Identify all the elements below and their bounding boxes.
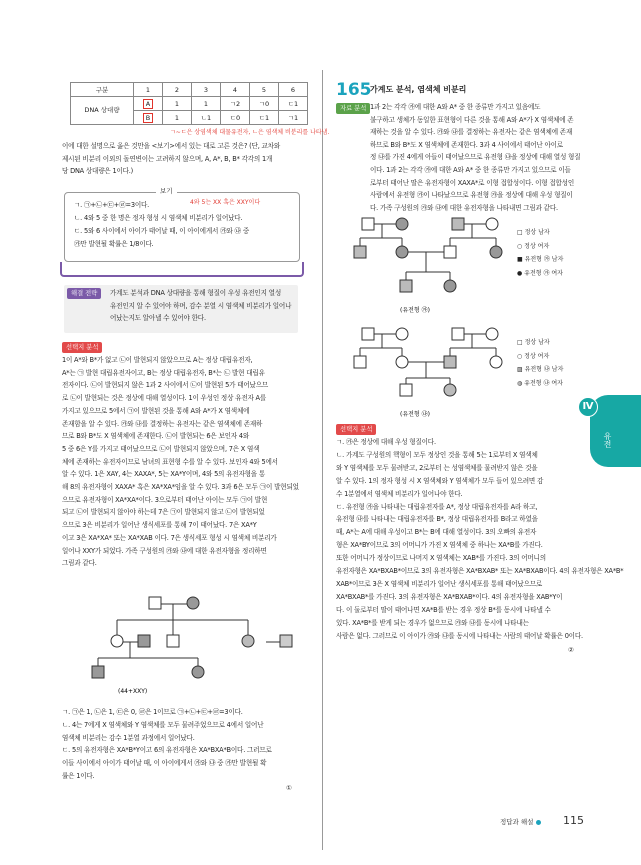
table-header-cell: 4 xyxy=(221,83,250,97)
table-header-cell: 1 xyxy=(134,83,163,97)
legend-item: □ 정상 남자 xyxy=(517,339,550,346)
table-header-cell: 3 xyxy=(192,83,221,97)
solution-line: 으므로 3은 비분리가 일어난 생식세포를 통해 7이 태어났다. 7은 XA*Y xyxy=(62,521,257,530)
pedigree-female xyxy=(192,666,204,678)
pedigree-female xyxy=(444,280,456,292)
chapter-label: 유전 xyxy=(603,432,612,448)
pedigree-male xyxy=(362,328,374,340)
gene-a-cell xyxy=(134,97,163,111)
intro-line: 1과 2는 각각 ㉮에 대한 A와 A* 중 한 종류만 가지고 있음에도 xyxy=(370,103,541,111)
legend-item: ○ 정상 여자 xyxy=(517,352,550,360)
table-cell: ㄷ0 xyxy=(221,111,250,125)
answer-mark: ① xyxy=(286,784,292,792)
solution-line: 므로 B와 B*도 X 염색체에 존재한다. ㉡이 발현되는 6은 보인자 4와 xyxy=(62,432,250,441)
left-pedigree xyxy=(80,590,300,698)
table-header-cell: 구분 xyxy=(71,83,134,97)
problem-title: 가계도 분석, 염색체 비분리 xyxy=(370,85,467,94)
pedigree-female xyxy=(396,328,408,340)
legend-item: ○ 정상 여자 xyxy=(517,242,550,250)
solution-line: ㄴ. 가계도 구성원의 핵형이 모두 정상인 것을 통해 5는 1로부터 X 염색체 xyxy=(336,450,538,459)
intro-text xyxy=(336,101,580,214)
pedigree-female xyxy=(187,597,199,609)
pedigree-male xyxy=(138,635,150,647)
intro-line: 사람에서 유전형 ㉮이 나타났으므로 유전형 ㉮을 정상에 대해 우성 형질이 xyxy=(370,191,573,200)
bogi-list xyxy=(74,199,249,251)
solution-line: 전자이다. ㉡이 발현되지 않은 1과 2 사이에서 ㉡이 발현된 5가 태어났으므 xyxy=(62,381,269,390)
page-number: 115 xyxy=(563,814,584,827)
table-cell: 1 xyxy=(163,111,192,125)
gene-b-cell xyxy=(134,111,163,125)
section-separator xyxy=(60,262,304,277)
solution-text-right xyxy=(336,436,623,643)
bogi-annotation: 4와 5는 XX 혹은 XXY이다 xyxy=(190,199,261,206)
intro-line: 재하는 것을 알 수 있다. ㉮와 ㉯를 결정하는 유전자는 같은 염색체에 존재 xyxy=(370,128,573,137)
data-tag: 자료 분석 xyxy=(336,103,370,114)
question-line: 당 DNA 상대량은 1이다.) xyxy=(62,167,134,176)
solution-line: 알 수 있다. 1은 XAY, 4는 XAXA*, 5는 XA*Y이며, 4와 5의 유전자형을 통 xyxy=(62,470,266,479)
solution-line: 때, A*는 A에 대해 우성이고 B*는 B에 대해 열성이다. 3의 오빠의 유전자 xyxy=(336,528,537,537)
answer-line: 염색체 비분리는 감수 1분열 과정에서 일어났다. xyxy=(62,733,195,742)
table-cell: ㄷ1 xyxy=(250,111,279,125)
pedigree-male xyxy=(92,666,104,678)
question-line: 제시된 비분리 이외의 돌연변이는 고려하지 않으며, A, A*, B, B* 각각의 1개 xyxy=(62,154,273,163)
intro-line: 불구하고 생체가 동일한 표현형이 다른 것을 통해 A와 A*가 X 염색체에 존 xyxy=(370,115,574,124)
solution-line: 이고 3은 XA*XA* 또는 XA*XAB 이다. 7은 생식세포 형성 시 염색체 비분리가 xyxy=(62,533,277,542)
solution-line: 알 수 있다. 1의 정자 형성 시 X 염색체와 Y 염색체가 모두 들어 있으려면 감 xyxy=(336,476,544,485)
pedigree-male xyxy=(354,246,366,258)
solution-line: ㄷ. 유전형 ㉮을 나타내는 대립유전자를 A*, 정상 대립유전자를 A라 하고, xyxy=(336,502,538,511)
intro-line: 로부터 태어난 딸은 유전자형이 XAXA*로 이형 접합성이다. 이형 접합성인 xyxy=(370,178,574,187)
hint-line: 어났는지도 알아낼 수 있어야 한다. xyxy=(110,314,206,322)
hint-text xyxy=(110,287,291,325)
answer-line: 이들 사이에서 아이가 태어날 때, 이 아이에게서 ㉮와 ㉯ 중 ㉮만 발현될 확 xyxy=(62,759,267,768)
hint-line: 가계도 분석과 DNA 상대량을 통해 형질이 우성 유전인지 열성 xyxy=(110,289,281,297)
legend-item: □ 정상 남자 xyxy=(517,229,550,236)
table-header-cell: 2 xyxy=(163,83,192,97)
pedigree-male xyxy=(280,635,292,647)
solution-line: 있다. XA*B*를 받게 되는 경우가 없으므로 ㉮와 ㉯를 동시에 나타내는 xyxy=(336,618,529,627)
bogi-item: ㄴ. 4와 5 중 한 명은 정자 형성 시 염색체 비분리가 일어났다. xyxy=(74,214,243,222)
solution-line: 되고 ㉡이 발현되지 않아야 하는데 7은 ㉠이 발현되지 않고 ㉡이 발현되었 xyxy=(62,508,265,517)
solution-line: 형은 XA*BY이므로 3의 어머니가 가진 X 염색체 중 하나는 XA*B를 가진다. xyxy=(336,541,543,550)
solution-text xyxy=(62,354,299,570)
solution-line: 1이 A*와 B*가 없고 ㉡이 발현되지 않았으므로 A는 정상 대립유전자, xyxy=(62,356,253,364)
pedigree-male xyxy=(444,356,456,368)
solution-line: 수 1분열에서 염색체 비분리가 일어나야 한다. xyxy=(336,489,463,498)
answer-line: ㄷ. 5의 유전자형은 XA*B*Y이고 6의 유전자형은 XA*BXA*B이다. 그러므로 xyxy=(62,746,272,755)
solution-line: 5 중 6은 Y를 가지고 태어났으므로 ㉡이 발현되지 않았으며, 7은 X 염색 xyxy=(62,444,260,453)
answer-line: ㄱ. ㉠은 1, ㉡은 1, ㉢은 0, ㉣은 1이므로 ㉠+㉡+㉢+㉣=3이다. xyxy=(62,708,243,716)
legend-item: ◍ 유전형 ㉯ 여자 xyxy=(517,379,563,387)
answer-mark-right: ② xyxy=(568,646,574,654)
legend-item: ● 유전형 ㉮ 여자 xyxy=(517,269,563,277)
solution-line: XA*BXAB*를 가진다. 3의 유전자형은 XA*BXAB*이다. 4의 유전자형을 XAB*Y이 xyxy=(336,592,563,601)
pedigree-male xyxy=(400,280,412,292)
legend-item: ▨ 유전형 ㉯ 남자 xyxy=(517,366,564,373)
hint-tag: 해결 전략 xyxy=(67,288,101,299)
solution-line: 유전자형은 XA*BXAB*이므로 3의 유전자형은 XA*BXAB* 또는 XA*BXAB이다. 4의 유전자형은 XA*B* xyxy=(336,567,624,576)
solution-tag: 선택지 분석 xyxy=(62,342,102,353)
table-cell: ㄱ0 xyxy=(250,97,279,111)
pedigree-female xyxy=(486,328,498,340)
legend-b xyxy=(517,336,563,390)
gene-a-label: A xyxy=(143,99,153,109)
pedigree-male xyxy=(362,218,374,230)
problem-number: 165 xyxy=(336,80,372,100)
pedigree-trait-a xyxy=(340,212,540,320)
table-note: ㄱ~ㄷ은 상염색체 대물유전자, ㄴ은 염색체 비분리를 나타냄. xyxy=(170,129,330,136)
answer-text xyxy=(62,706,272,783)
table-cell: ㄴ1 xyxy=(192,111,221,125)
pedigree-male xyxy=(452,328,464,340)
table-cell: 1 xyxy=(192,97,221,111)
question-line: 이에 대한 설명으로 옳은 것만을 <보기>에서 있는 대로 고른 것은? (단, 교차와 xyxy=(62,142,280,150)
solution-line: 존재함을 알 수 있다. ㉮와 ㉯를 결정하는 유전자는 같은 염색체에 존재하 xyxy=(62,419,263,428)
solution-line: 로 ㉡이 발현되는 것은 정상에 대해 열성이다. 1이 우성인 정상 유전자 A를 xyxy=(62,394,267,403)
column-divider xyxy=(322,70,323,850)
intro-line: 이다. 1과 2는 각각 ㉮에 대한 A와 A* 중 한 종류만 가지고 있으므로 이들 xyxy=(370,165,571,174)
pedigree-female xyxy=(490,246,502,258)
solution-line: A*는 ㉠ 발현 대립유전자이고, B는 정상 대립유전자, B*는 ㉡ 발현 대립유 xyxy=(62,368,265,377)
pedigree-female xyxy=(486,218,498,230)
pedigree-female xyxy=(490,356,502,368)
solution-line: 가지고 있으므로 5에서 ㉠이 발현된 것을 통해 A와 A*가 X 염색체에 xyxy=(62,406,250,415)
table-header-cell: 6 xyxy=(279,83,308,97)
answer-line: 률은 1이다. xyxy=(62,771,95,780)
pedigree-male xyxy=(452,218,464,230)
pedigree-caption: (유전형 ㉯) xyxy=(400,411,430,418)
pedigree-female xyxy=(396,246,408,258)
solution-line: 다. 이 둘로부터 딸이 태어나면 XA*B를 받는 경우 정상 B*를 동시에 나타낼 수 xyxy=(336,605,551,614)
pedigree-female xyxy=(396,356,408,368)
solution-line: XAB*이므로 3은 X 염색체 비분리가 일어난 생식세포를 통해 태어났으므로 xyxy=(336,579,543,588)
gene-b-label: B xyxy=(143,113,153,123)
pedigree-male xyxy=(354,356,366,368)
solution-line: 유전형 ㉯를 나타내는 대립유전자를 B*, 정상 대립유전자를 B라고 하였을 xyxy=(336,515,538,524)
dna-table-wrap xyxy=(70,82,329,136)
pedigree-female xyxy=(444,384,456,396)
intro-line: 하므로 B와 B*도 X 염색체에 존재한다. 3과 4 사이에서 태어난 아이로 xyxy=(370,140,563,149)
solution-line: 체에 존재하는 유전자이므로 남녀의 표현형 수를 알 수 있다. 보인자 4와 5에서 xyxy=(62,457,278,466)
bogi-item: ㄱ. ㉠+㉡+㉢+㉣=3이다. xyxy=(74,201,150,209)
solution-line: 그림과 같다. xyxy=(62,559,97,568)
intro-line: 다. 가족 구성원의 ㉮와 ㉯에 대한 유전자형을 나타내면 그림과 같다. xyxy=(370,203,558,212)
table-header-cell: 5 xyxy=(250,83,279,97)
intro-line: 정 ㉯를 가진 4에게 아들이 태어났으므로 유전형 ㉯을 정상에 대해 열성 형질 xyxy=(370,153,581,162)
row-label: DNA 상대량 xyxy=(71,97,134,125)
solution-line: 일어나 XXY가 되었다. 가족 구성원의 ㉮와 ㉯에 대한 유전자형을 정리하면 xyxy=(62,546,267,555)
pedigree-caption: (유전형 ㉮) xyxy=(400,307,430,314)
bogi-label: 보기 xyxy=(156,186,177,195)
chapter-number: Ⅳ xyxy=(578,397,598,417)
pedigree-female xyxy=(396,218,408,230)
solution-line: 사람은 없다. 그러므로 이 아이가 ㉮와 ㉯를 동시에 나타내는 사람의 태어날 확률은 0이다. xyxy=(336,631,583,640)
pedigree-male xyxy=(149,597,161,609)
legend-item: ■ 유전형 ㉮ 남자 xyxy=(517,256,564,263)
pedigree-male xyxy=(444,246,456,258)
answer-line: ㄴ. 4는 7에게 X 염색체와 Y 염색체를 모두 물려주었으므로 4에서 일어난 xyxy=(62,720,264,729)
pedigree-male xyxy=(400,384,412,396)
footer-label: 정답과 해설 xyxy=(500,817,544,826)
solution-line: 와 Y 염색체를 모두 물려받고, 2로부터 는 성염색체를 물려받지 않은 것을 xyxy=(336,463,538,472)
dna-table xyxy=(70,82,308,125)
pedigree-female xyxy=(111,635,123,647)
pedigree-male xyxy=(167,635,179,647)
hint-line: 유전인지 알 수 있어야 하며, 감수 분열 시 염색체 비분리가 일어나 xyxy=(110,301,292,310)
table-cell: ㄱ1 xyxy=(279,111,308,125)
pedigree-trait-b xyxy=(340,322,540,422)
solution-line: 으므로 유전자형이 XA*XA*이다. 3으로부터 태어난 아이는 모두 ㉠이 발현 xyxy=(62,495,268,504)
legend-a xyxy=(517,226,563,280)
question-text xyxy=(62,140,280,178)
table-cell: 1 xyxy=(163,97,192,111)
pedigree-female xyxy=(242,635,254,647)
table-cell: ㄱ2 xyxy=(221,97,250,111)
solution-line: ㄱ. ㉮은 정상에 대해 우성 형질이다. xyxy=(336,438,436,446)
solution-line: 또한 어머니가 정상이므로 나머지 X 염색체는 XAB*를 가진다. 3의 어머니의 xyxy=(336,554,546,563)
table-cell: ㄷ1 xyxy=(279,97,308,111)
bogi-item: ㄷ. 5와 6 사이에서 아이가 태어날 때, 이 아이에게서 ㉮와 ㉯ 중 xyxy=(74,227,249,235)
solution-line: 해 8의 유전자형이 XAXA* 혹은 XA*XA*임을 알 수 있다. 3과 6은 모두 ㉠이 발현되었 xyxy=(62,483,299,492)
bogi-item: ㉮만 발현될 확률은 1/8이다. xyxy=(74,240,154,248)
solution-tag-right: 선택지 분석 xyxy=(336,424,376,435)
pedigree-caption: (44+XXY) xyxy=(118,688,148,695)
